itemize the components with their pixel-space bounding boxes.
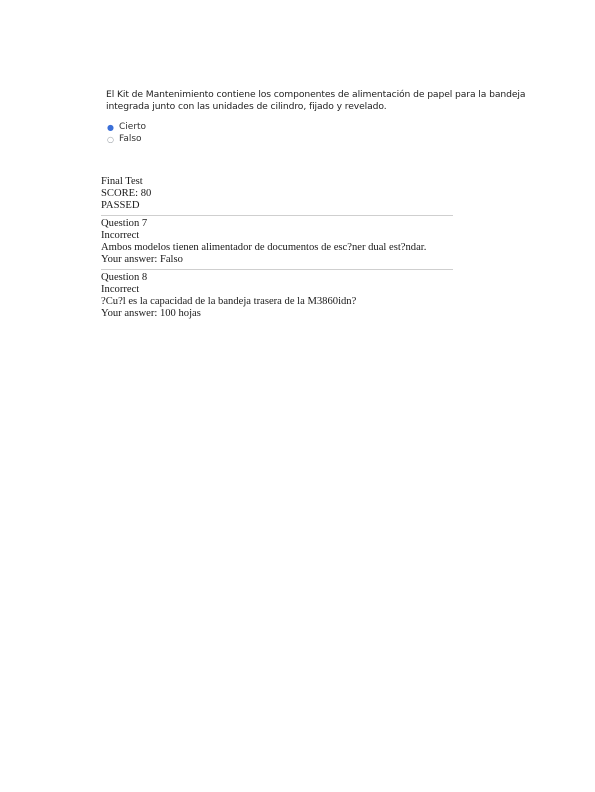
results-title: Final Test — [101, 176, 143, 187]
score-text: SCORE: 80 — [101, 188, 152, 199]
status-text: PASSED — [101, 200, 140, 211]
question-result: Incorrect — [101, 284, 140, 295]
question-number: Question 8 — [101, 272, 148, 283]
divider — [101, 269, 453, 270]
radio-selected-icon[interactable]: ● — [107, 122, 114, 132]
radio-empty-icon[interactable]: ○ — [107, 134, 114, 144]
question-result: Incorrect — [101, 230, 140, 241]
result-item-question-7 — [101, 218, 461, 266]
question-statement: Ambos modelos tienen alimentador de documentos de esc?ner dual est?ndar. — [101, 242, 427, 253]
your-answer: Your answer: 100 hojas — [101, 308, 201, 319]
question-statement: ?Cu?l es la capacidad de la bandeja trasera de la M3860idn? — [101, 296, 357, 307]
question-block — [106, 89, 526, 145]
option-label: Cierto — [119, 122, 147, 132]
your-answer: Your answer: Falso — [101, 254, 183, 265]
results-section — [101, 176, 461, 320]
question-text: El Kit de Mantenimiento contiene los componentes de alimentación de papel para la bandeja integrada junto con las unidades de cilindro, fijado y revelado. — [106, 89, 526, 112]
result-item-question-8 — [101, 272, 461, 320]
option-cierto[interactable] — [106, 121, 526, 133]
option-label: Falso — [119, 134, 142, 144]
divider — [101, 215, 453, 216]
question-number: Question 7 — [101, 218, 148, 229]
option-falso[interactable] — [106, 133, 526, 145]
